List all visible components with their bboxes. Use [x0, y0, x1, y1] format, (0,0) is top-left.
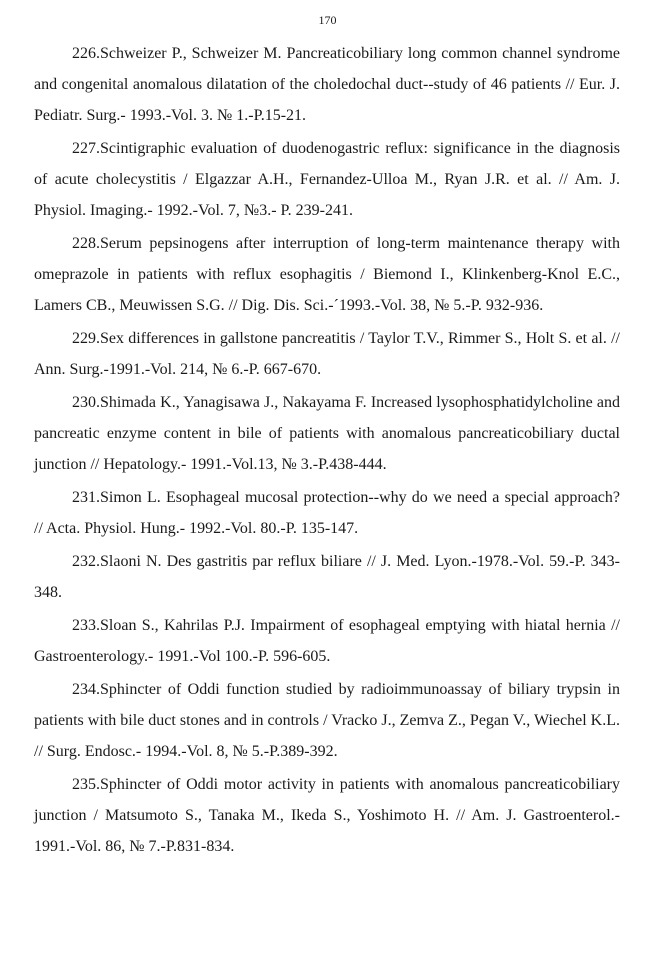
- reference-231: 231.Simon L. Esophageal mucosal protection--why do we need a special approach? // Acta. Physiol. Hung.- 1992.-Vol. 80.-P. 135-147.: [34, 489, 620, 537]
- reference-230: 230.Shimada K., Yanagisawa J., Nakayama F. Increased lysophosphatidylcholine and pancreatic enzyme content in bile of patients with anomalous pancreaticobiliary ductal junction // Hepatology.- 1991.-Vol.13, № 3.-P.438-444.: [34, 394, 620, 473]
- reference-234: 234.Sphincter of Oddi function studied by radioimmunoassay of biliary trypsin in patients with bile duct stones and in controls / Vracko J., Zemva Z., Pegan V., Wiechel K.L. // Surg. Endosc.- 1994.-Vol. 8, № 5.-P.389-392.: [34, 681, 620, 760]
- reference-233: 233.Sloan S., Kahrilas P.J. Impairment of esophageal emptying with hiatal hernia // Gastroenterology.- 1991.-Vol 100.-P. 596-605.: [34, 617, 620, 665]
- reference-list: [34, 38, 620, 864]
- reference-232: 232.Slaoni N. Des gastritis par reflux biliare // J. Med. Lyon.-1978.-Vol. 59.-P. 343-348.: [34, 553, 620, 601]
- reference-229: 229.Sex differences in gallstone pancreatitis / Taylor T.V., Rimmer S., Holt S. et al. // Ann. Surg.-1991.-Vol. 214, № 6.-P. 667-670.: [34, 330, 620, 378]
- reference-235: 235.Sphincter of Oddi motor activity in patients with anomalous pancreaticobiliary junction / Matsumoto S., Tanaka M., Ikeda S., Yoshimoto H. // Am. J. Gastroenterol.- 1991.-Vol. 86, № 7.-P.831-834.: [34, 776, 620, 855]
- page-number: 170: [318, 13, 337, 27]
- reference-227: 227.Scintigraphic evaluation of duodenogastric reflux: significance in the diagnosis of acute cholecystitis / Elgazzar A.H., Fernandez-Ulloa M., Ryan J.R. et al. // Am. J. Physiol. Imaging.- 1992.-Vol. 7, №3.- P. 239-241.: [34, 140, 620, 219]
- reference-228: 228.Serum pepsinogens after interruption of long-term maintenance therapy with omeprazole in patients with reflux esophagitis / Biemond I., Klinkenberg-Knol E.C., Lamers CB., Meuwissen S.G. // Dig. Dis. Sci.-´1993.-Vol. 38, № 5.-P. 932-936.: [34, 235, 620, 314]
- reference-226: 226.Schweizer P., Schweizer M. Pancreaticobiliary long common channel syndrome and congenital anomalous dilatation of the choledochal duct--study of 46 patients // Eur. J. Pediatr. Surg.- 1993.-Vol. 3. № 1.-P.15-21.: [34, 45, 620, 124]
